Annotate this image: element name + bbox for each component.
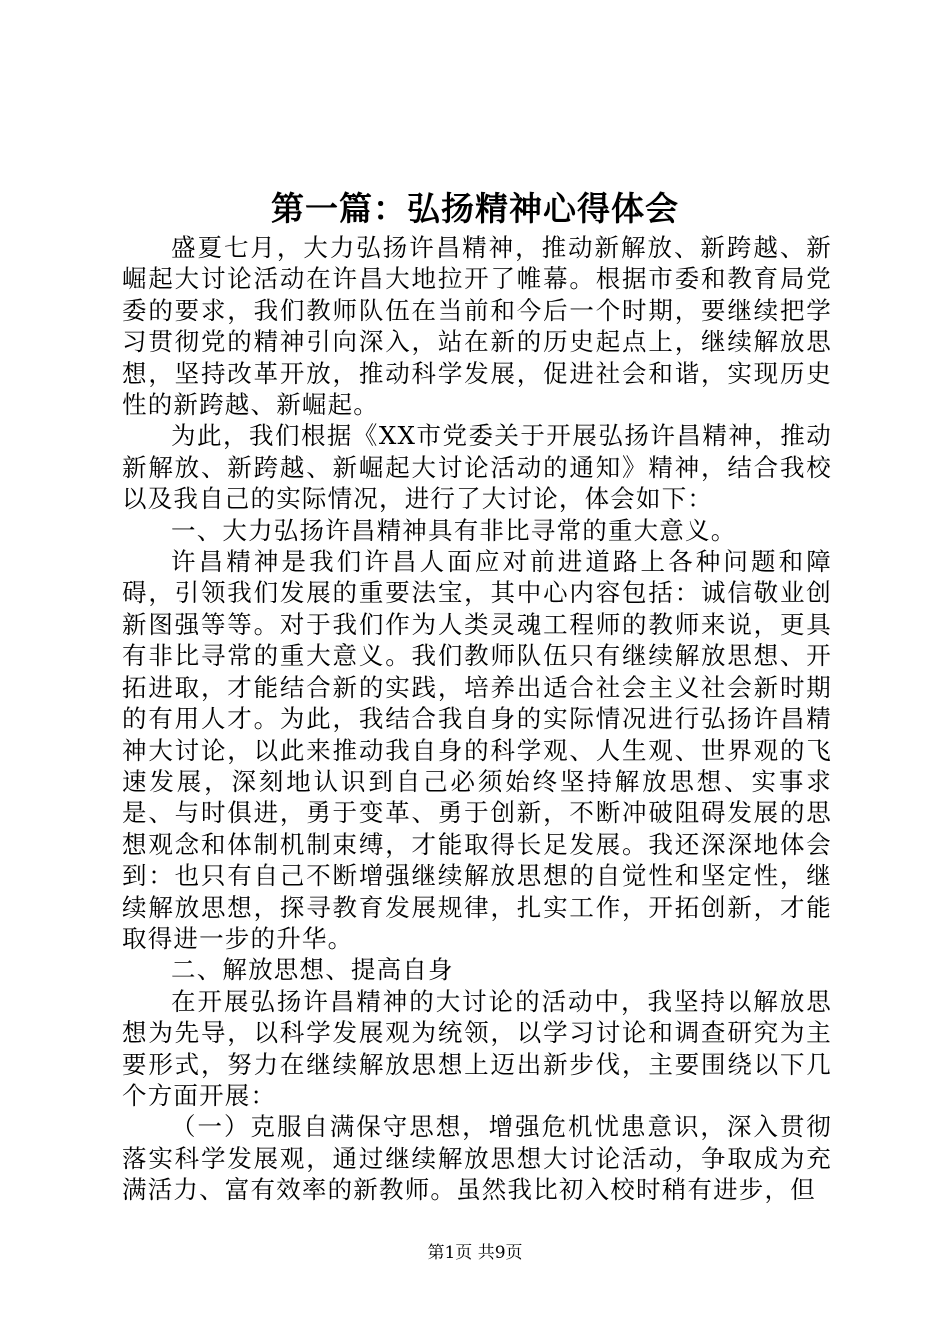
document-title: 第一篇：弘扬精神心得体会 [271, 189, 679, 228]
section-heading-2: 二、解放思想、提高自身 [171, 955, 454, 985]
document-body [122, 232, 832, 1206]
section-heading-1: 一、大力弘扬许昌精神具有非比寻常的重大意义。 [171, 515, 737, 545]
paragraph-item-1: （一）克服自满保守思想，增强危机忧患意识，深入贯彻落实科学发展观，通过继续解放思想大讨论活动，争取成为充满活力、富有效率的新教师。虽然我比初入校时稍有进步，但 [122, 1112, 832, 1205]
paragraph-purpose: 为此，我们根据《XX市党委关于开展弘扬许昌精神，推动新解放、新跨越、新崛起大讨论活动的通知》精神，结合我校以及我自己的实际情况，进行了大讨论，体会如下： [122, 421, 832, 514]
paragraph-significance: 许昌精神是我们许昌人面应对前进道路上各种问题和障碍，引领我们发展的重要法宝，其中心内容包括：诚信敬业创新图强等等。对于我们作为人类灵魂工程师的教师来说，更具有非比寻常的重大意义。我们教师队伍只有继续解放思想、开拓进取，才能结合新的实践，培养出适合社会主义社会新时期的有用人才。为此，我结合我自身的实际情况进行弘扬许昌精神大讨论，以此来推动我自身的科学观、人生观、世界观的飞速发展，深刻地认识到自己必须始终坚持解放思想、实事求是、与时俱进，勇于变革、勇于创新，不断冲破阻碍发展的思想观念和体制机制束缚，才能取得长足发展。我还深深地体会到：也只有自己不断增强继续解放思想的自觉性和坚定性，继续解放思想，探寻教育发展规律，扎实工作，开拓创新，才能取得进一步的升华。 [122, 547, 832, 953]
paragraph-intro: 盛夏七月，大力弘扬许昌精神，推动新解放、新跨越、新崛起大讨论活动在许昌大地拉开了帷幕。根据市委和教育局党委的要求，我们教师队伍在当前和今后一个时期，要继续把学习贯彻党的精神引向深入，站在新的历史起点上，继续解放思想，坚持改革开放，推动科学发展，促进社会和谐，实现历史性的新跨越、新崛起。 [122, 233, 832, 420]
paragraph-activities: 在开展弘扬许昌精神的大讨论的活动中，我坚持以解放思想为先导，以科学发展观为统领，以学习讨论和调查研究为主要形式，努力在继续解放思想上迈出新步伐，主要围绕以下几个方面开展： [122, 986, 832, 1110]
page-number: 第1页 共9页 [427, 1243, 523, 1263]
